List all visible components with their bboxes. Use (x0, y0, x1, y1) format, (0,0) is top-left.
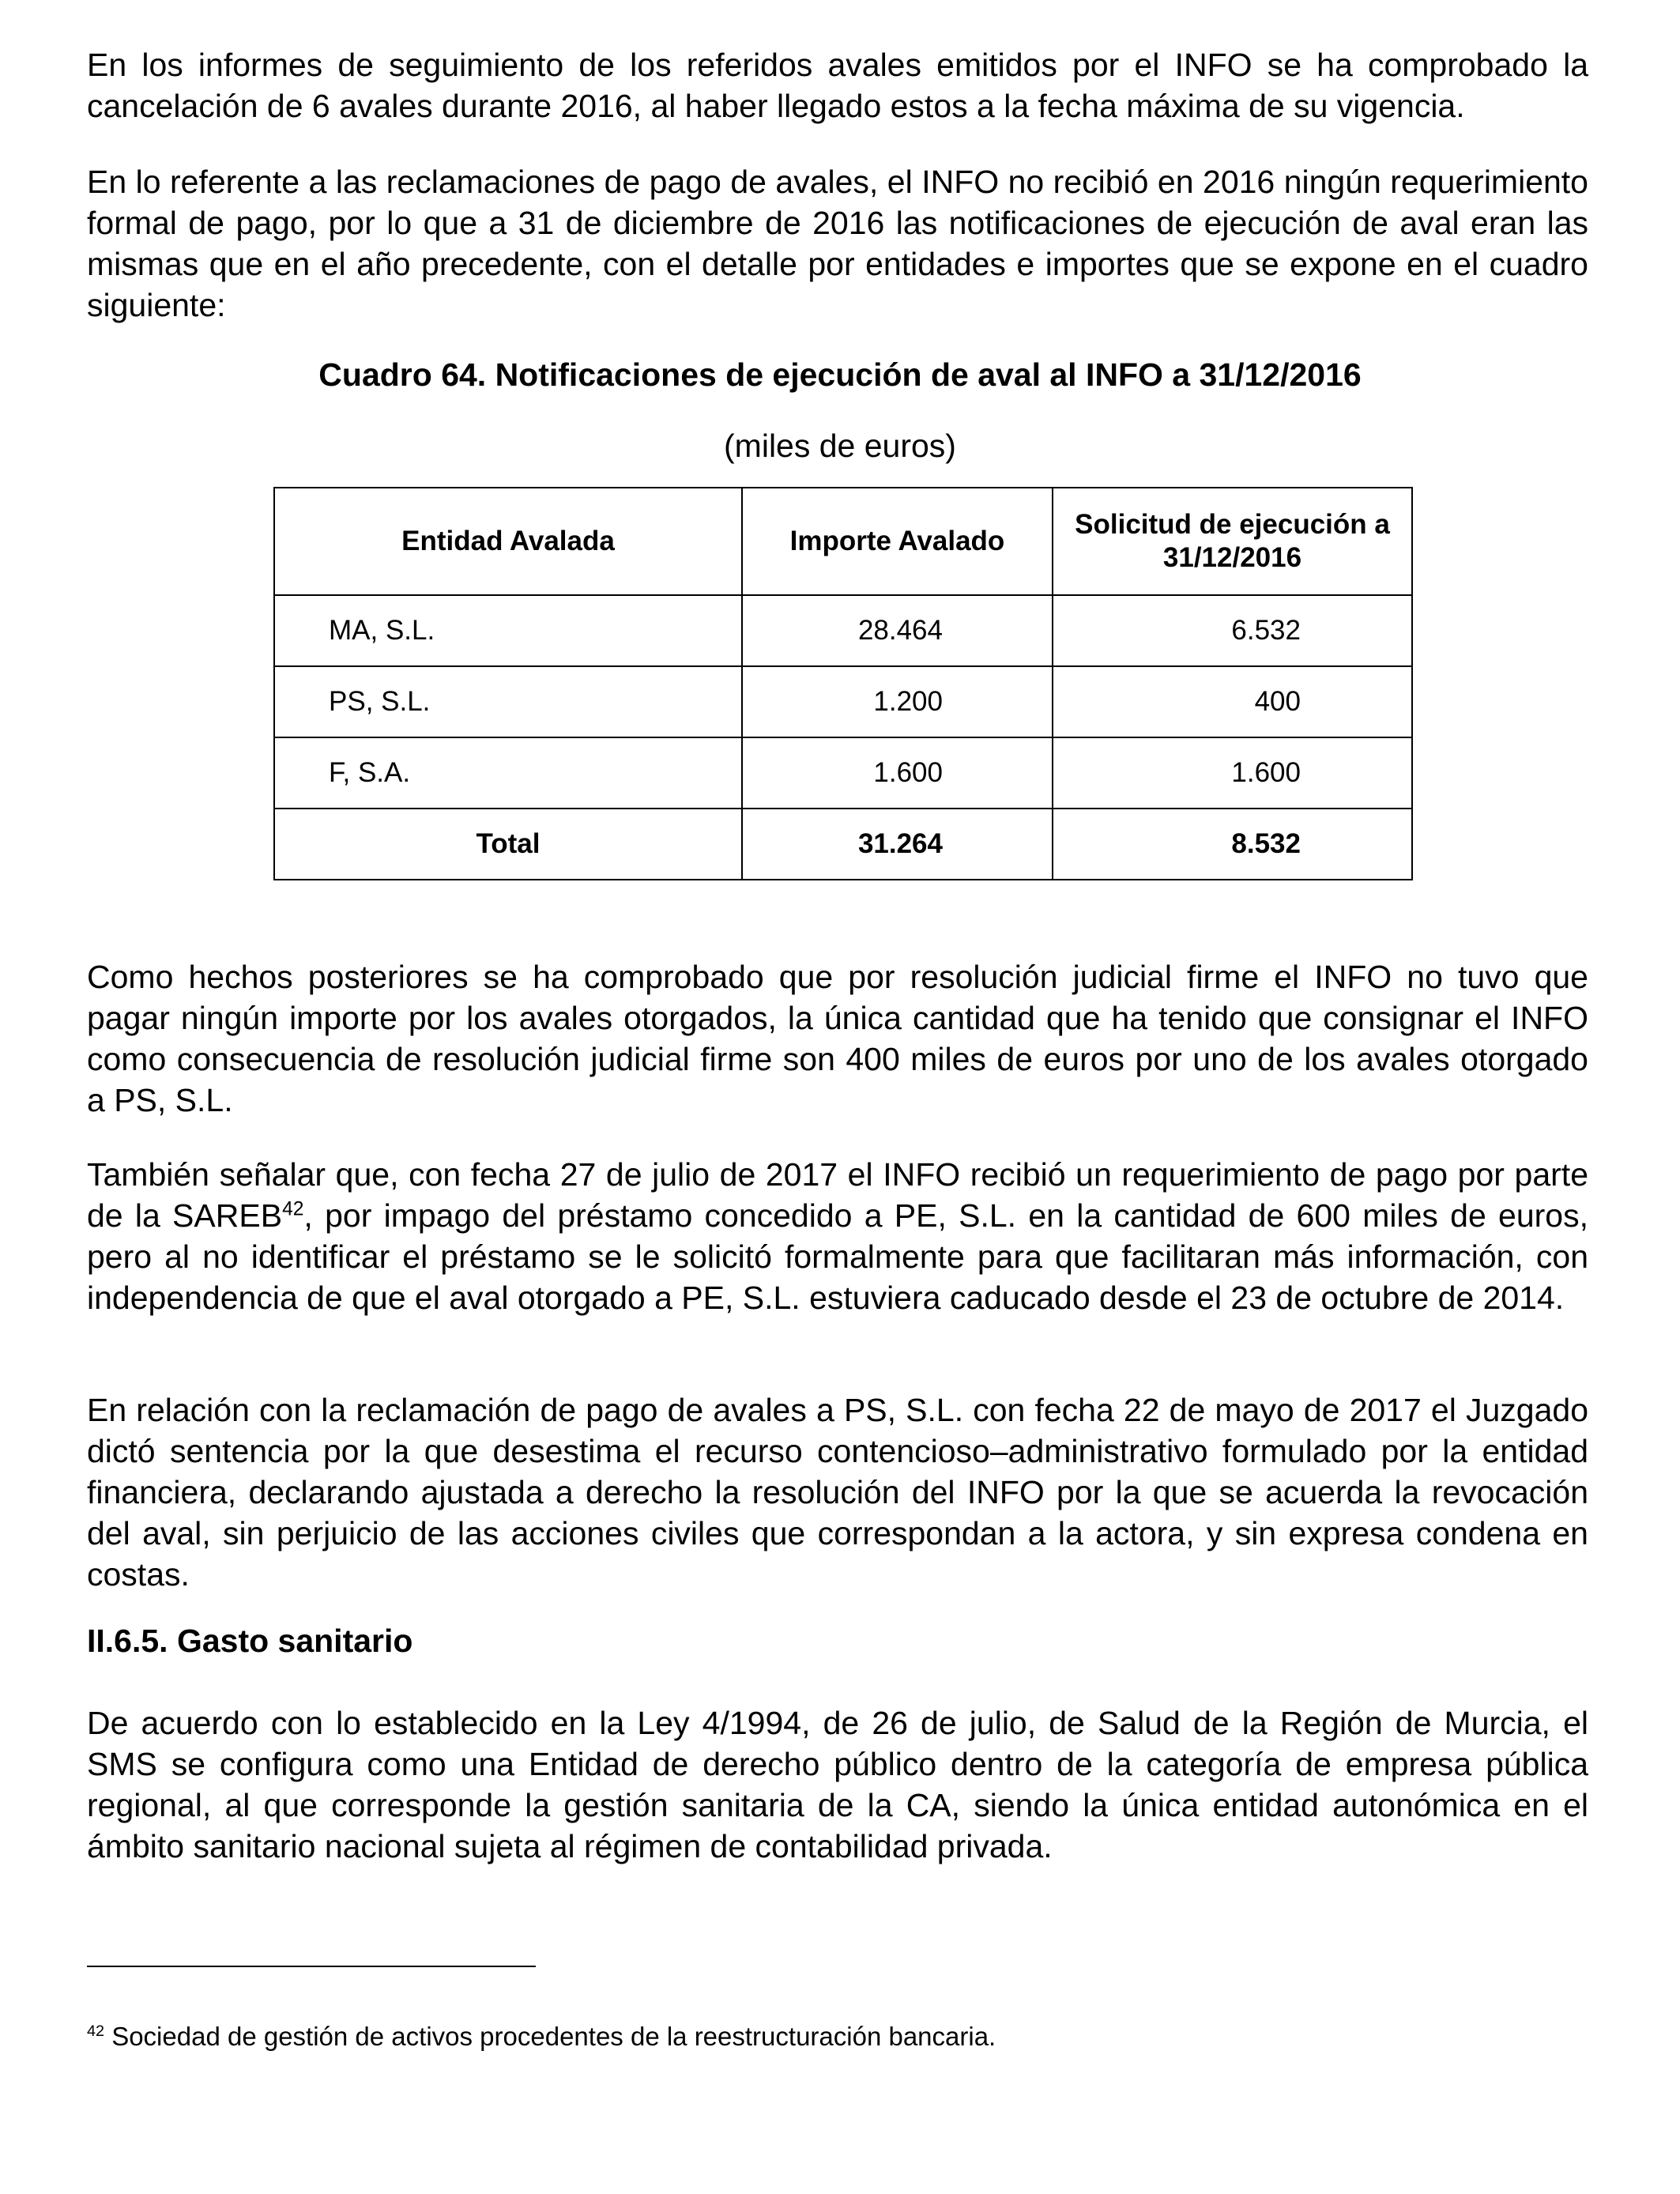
notificaciones-table (273, 487, 1413, 880)
paragraph-cancelacion-avales: En los informes de seguimiento de los referidos avales emitidos por el INFO se ha comprobado la cancelación de 6 avales durante 2016, al haber llegado estos a la fecha máxima de su vigencia. (87, 47, 1588, 124)
paragraph-requerimiento-sareb (87, 1154, 1588, 1318)
table-row (274, 737, 1412, 809)
cell-entidad: MA, S.L. (274, 595, 742, 666)
footnote-text: Sociedad de gestión de activos procedentes de la reestructuración bancaria. (111, 2022, 996, 2051)
cell-total-importe: 31.264 (742, 809, 1053, 880)
header-entidad-avalada: Entidad Avalada (274, 488, 742, 595)
table-header-row (274, 488, 1412, 595)
header-importe-avalado: Importe Avalado (742, 488, 1053, 595)
table-row (274, 595, 1412, 666)
paragraph-text-start: También señalar que, con fecha 27 de julio de 2017 el INFO recibió un requerimiento de pago por parte de la SAREB (87, 1156, 1588, 1234)
footnote-number: 42 (87, 2022, 105, 2040)
paragraph-reclamaciones-pago: En lo referente a las reclamaciones de pago de avales, el INFO no recibió en 2016 ningún requerimiento formal de pago, por lo que a 31 de diciembre de 2016 las notificaciones de ejecución de aval eran las mismas que en el año precedente, con el detalle por entidades e importes que se expone en el cuadro siguiente: (87, 164, 1588, 323)
section-heading: II.6.5. Gasto sanitario (87, 1623, 413, 1659)
footnote (87, 2021, 1588, 2053)
table-row (274, 666, 1412, 737)
cell-solicitud: 6.532 (1053, 595, 1412, 666)
cell-importe: 1.600 (742, 737, 1053, 809)
cell-importe: 28.464 (742, 595, 1053, 666)
cell-importe: 1.200 (742, 666, 1053, 737)
footnote-separator (87, 1966, 536, 1967)
table-total-row (274, 809, 1412, 880)
paragraph-hechos-posteriores: Como hechos posteriores se ha comprobado que por resolución judicial firme el INFO no tuvo que pagar ningún importe por los avales otorgados, la única cantidad que ha tenido que consignar el INFO como consecuencia de resolución judicial firme son 400 miles de euros por uno de los avales otorgado a PS, S.L. (87, 959, 1588, 1118)
cell-entidad: PS, S.L. (274, 666, 742, 737)
footnote-reference: 42 (282, 1198, 304, 1220)
cell-entidad: F, S.A. (274, 737, 742, 809)
table-unit: (miles de euros) (724, 428, 956, 464)
cell-solicitud: 1.600 (1053, 737, 1412, 809)
cell-total-solicitud: 8.532 (1053, 809, 1412, 880)
table-title: Cuadro 64. Notificaciones de ejecución de aval al INFO a 31/12/2016 (318, 356, 1362, 393)
cell-total-label: Total (274, 809, 742, 880)
paragraph-sentencia-juzgado: En relación con la reclamación de pago de avales a PS, S.L. con fecha 22 de mayo de 2017 el Juzgado dictó sentencia por la que desestima el recurso contencioso–administrativo formulado por la entidad financiera, declarando ajustada a derecho la resolución del INFO por la que se acuerda la revocación del aval, sin perjuicio de las acciones civiles que correspondan a la actora, y sin expresa condena en costas. (87, 1392, 1588, 1593)
header-solicitud-ejecucion (1053, 488, 1412, 595)
cell-solicitud: 400 (1053, 666, 1412, 737)
paragraph-gasto-sanitario: De acuerdo con lo establecido en la Ley 4/1994, de 26 de julio, de Salud de la Región de Murcia, el SMS se configura como una Entidad de derecho público dentro de la categoría de empresa pública regional, al que corresponde la gestión sanitaria de la CA, siendo la única entidad autonómica en el ámbito sanitario nacional sujeta al régimen de contabilidad privada. (87, 1705, 1588, 1864)
header-solicitud-ejecucion-label: Solicitud de ejecución a 31/12/2016 (1075, 509, 1390, 573)
paragraph-text-end: , por impago del préstamo concedido a PE, S.L. en la cantidad de 600 miles de euros, pero al no identificar el préstamo se le solicitó formalmente para que facilitaran más información, con independencia de que el aval otorgado a PE, S.L. estuviera caducado desde el 23 de octubre de 2014. (87, 1197, 1588, 1316)
